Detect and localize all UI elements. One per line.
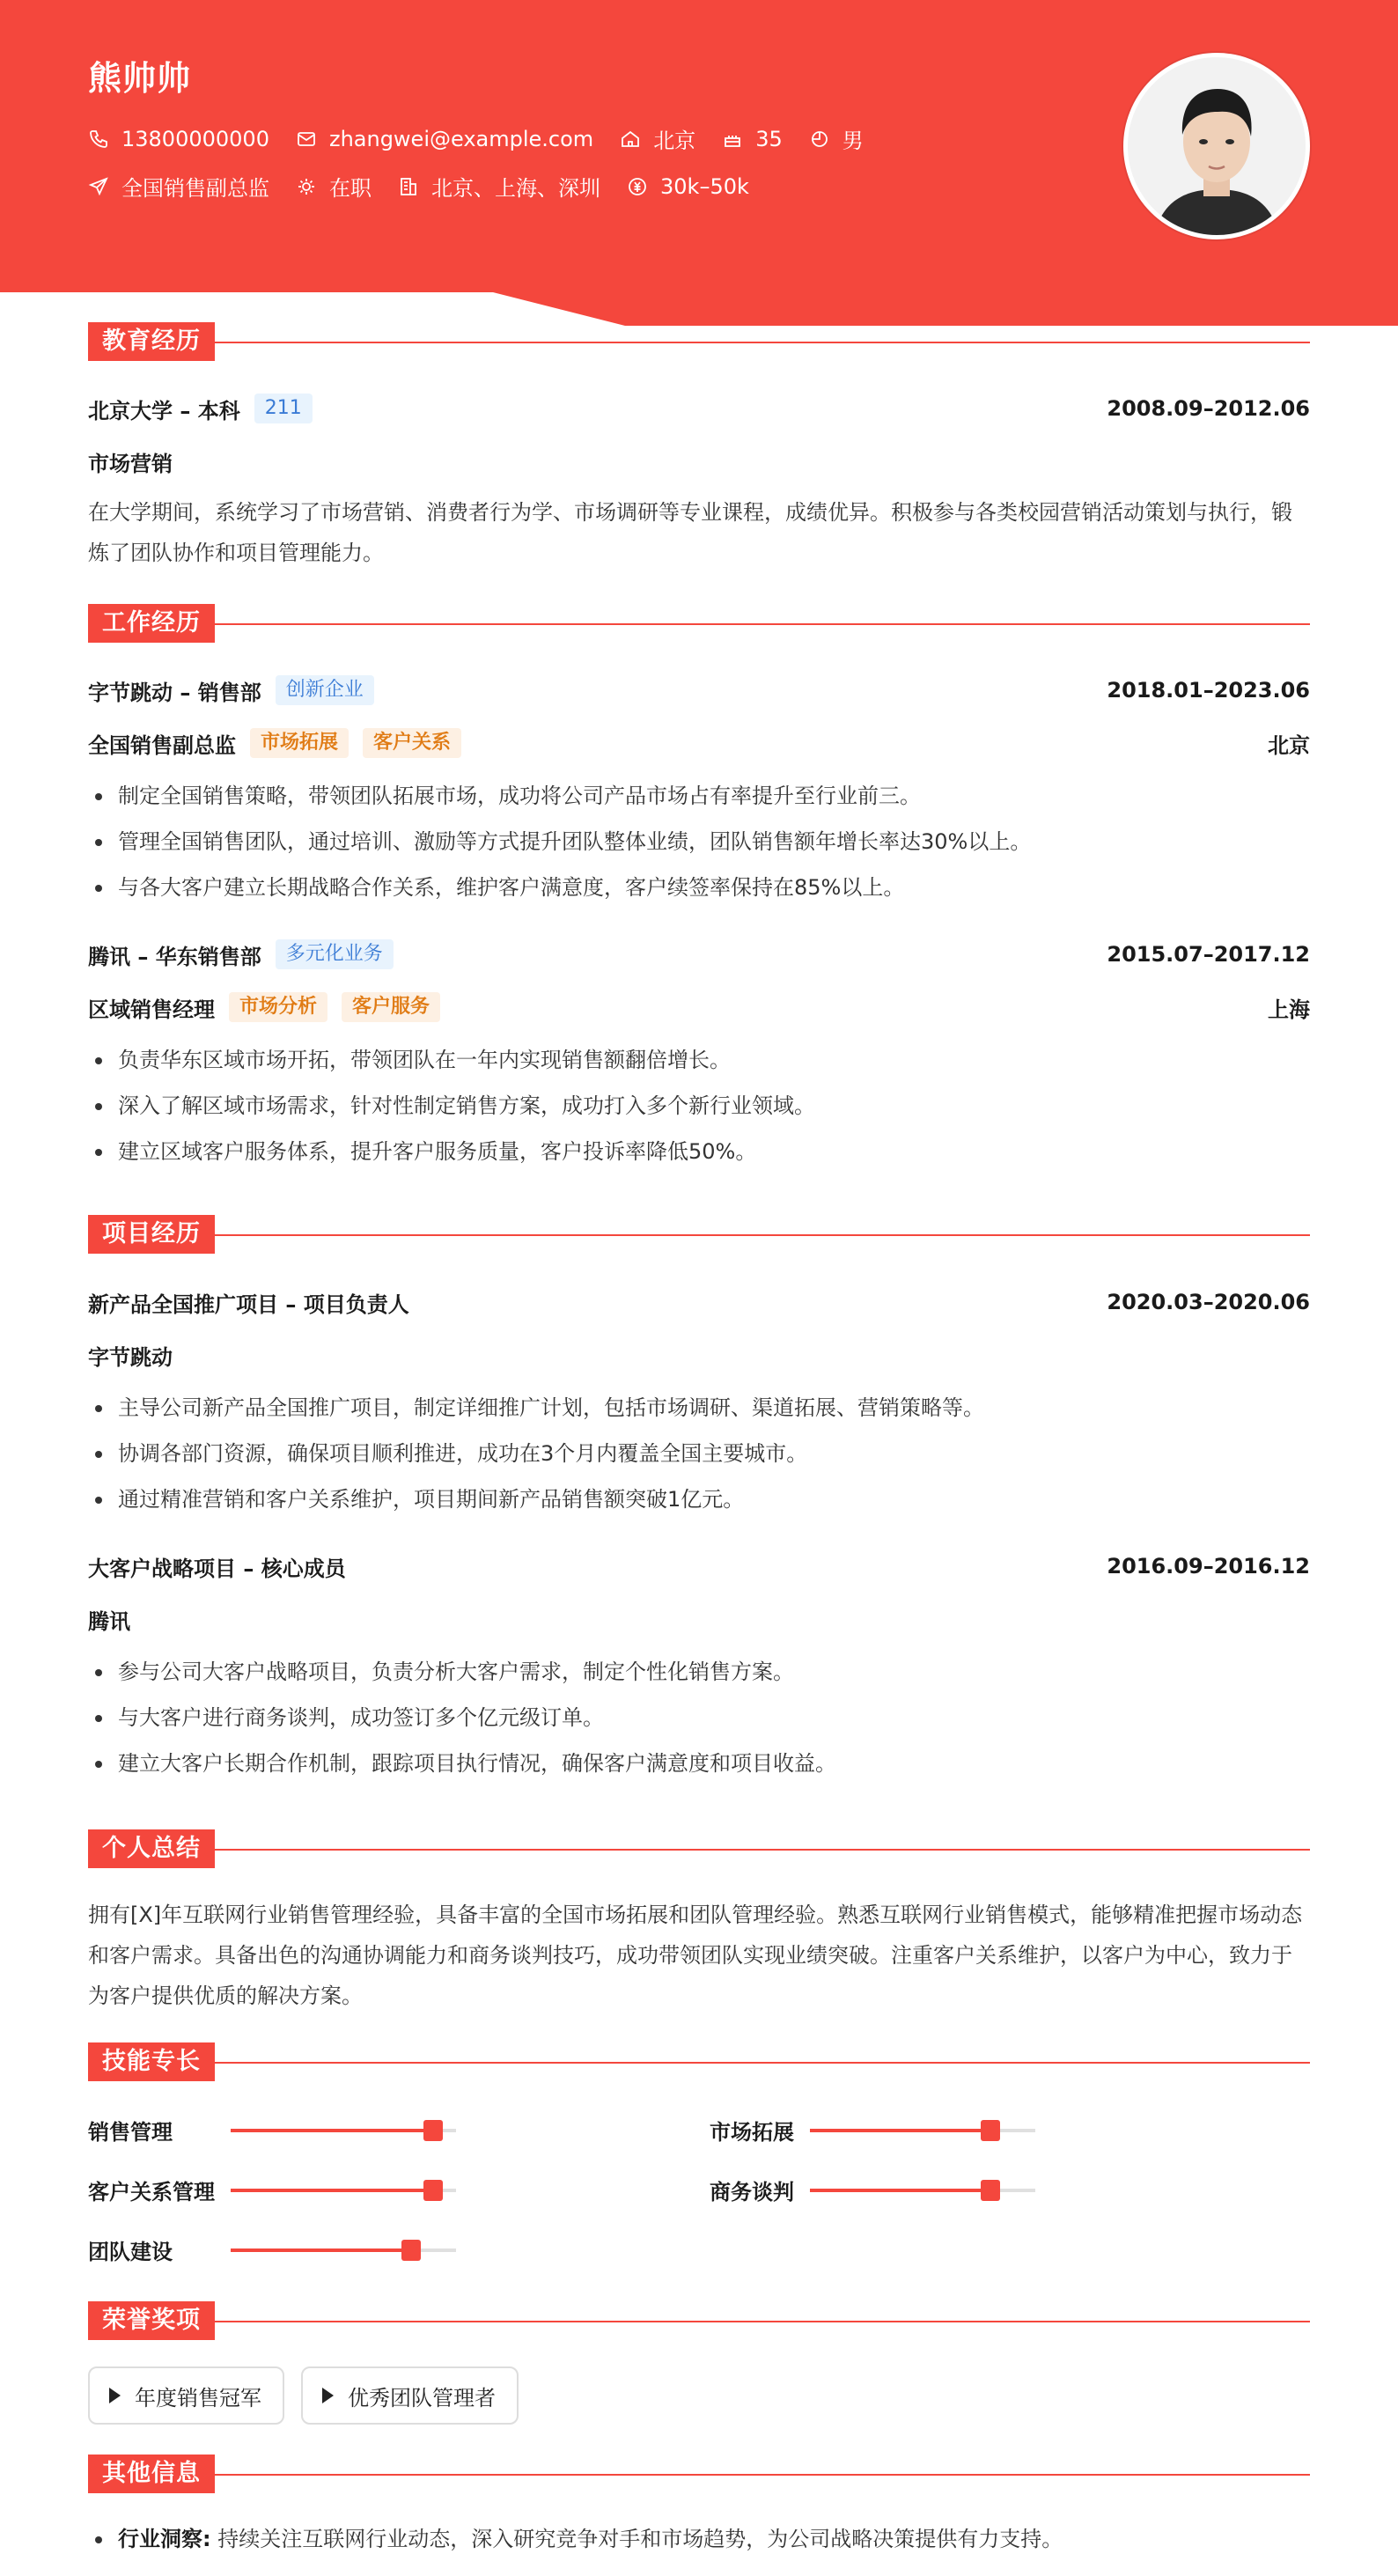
work-title-row [88, 725, 1310, 761]
mail-icon [296, 129, 317, 150]
project-org-row [88, 1601, 1310, 1637]
triangle-icon [322, 2388, 334, 2403]
project-name: 新产品全国推广项目 – 项目负责人 [88, 1292, 409, 1317]
contact-row [88, 123, 890, 154]
skill-item [710, 2175, 1035, 2205]
education-description: 在大学期间，系统学习了市场营销、消费者行为学、市场调研等专业课程，成绩优异。积极参与各类校园营销活动策划与执行，锻炼了团队协作和项目管理能力。 [88, 500, 1292, 565]
skill-name: 销售管理 [88, 2120, 173, 2145]
list-item: 负责华东区域市场开拓，带领团队在一年内实现销售额翻倍增长。 [88, 1037, 1310, 1083]
project-org: 腾讯 [88, 1608, 130, 1634]
section-title: 项目经历 [88, 1215, 215, 1254]
award-label: 年度销售冠军 [135, 2385, 261, 2410]
project-date: 2020.03–2020.06 [1107, 1290, 1310, 1314]
project-header-row [88, 1549, 1310, 1584]
job-title: 区域销售经理 [88, 997, 215, 1022]
skill-tag: 客户服务 [342, 992, 440, 1022]
section-title: 个人总结 [88, 1829, 215, 1868]
intention-row [88, 171, 776, 202]
job-target-info [88, 171, 269, 202]
work-location: 北京 [1268, 732, 1310, 758]
skill-item [88, 2115, 456, 2145]
list-item: 建立区域客户服务体系，提升客户服务质量，客户投诉率降低50%。 [88, 1129, 1310, 1174]
education-date: 2008.09–2012.06 [1107, 396, 1310, 421]
section-honors [88, 2301, 1310, 2340]
list-item: 协调各部门资源，确保项目顺利推进，成功在3个月内覆盖全国主要城市。 [88, 1431, 1310, 1476]
project-org: 字节跳动 [88, 1344, 173, 1370]
triangle-icon [109, 2388, 121, 2403]
skill-fill [810, 2129, 990, 2132]
status-icon [296, 176, 317, 197]
section-other [88, 2455, 1310, 2493]
skill-name: 市场拓展 [710, 2120, 794, 2145]
home-icon [620, 129, 641, 150]
salary-info [627, 174, 749, 199]
money-icon [627, 176, 648, 197]
award-badge [88, 2366, 284, 2425]
skill-knob [981, 2180, 1000, 2201]
project-name: 大客户战略项目 – 核心成员 [88, 1556, 346, 1581]
age-info [722, 127, 783, 151]
age-text: 35 [755, 126, 783, 151]
list-item: 与大客户进行商务谈判，成功签订多个亿元级订单。 [88, 1695, 1310, 1741]
skill-item [88, 2234, 456, 2265]
target-cities-info [398, 171, 600, 202]
skill-name: 商务谈判 [710, 2180, 794, 2204]
list-item: 管理全国销售团队，通过培训、激励等方式提升团队整体业绩，团队销售额年增长率达30%以上。 [88, 819, 1310, 865]
list-item: 通过精准营销和客户关系维护，项目期间新产品销售额突破1亿元。 [88, 1476, 1310, 1522]
section-divider [88, 342, 1310, 343]
major-row [88, 444, 1310, 479]
section-skills [88, 2042, 1310, 2081]
project-date: 2016.09–2016.12 [1107, 1554, 1310, 1579]
list-item: 制定全国销售策略，带领团队拓展市场，成功将公司产品市场占有率提升至行业前三。 [88, 773, 1310, 819]
skill-knob [423, 2180, 443, 2201]
section-divider [88, 1234, 1310, 1236]
other-text: 持续关注互联网行业动态，深入研究竞争对手和市场趋势，为公司战略决策提供有力支持。 [217, 2527, 1063, 2551]
summary-text: 拥有[X]年互联网行业销售管理经验，具备丰富的全国市场拓展和团队管理经验。熟悉互联网行业销售模式，能够精准把握市场动态和客户需求。具备出色的沟通协调能力和商务谈判技巧，成功带领团队实现业绩突破。注重客户关系维护，以客户为中心，致力于为客户提供优质的解决方案。 [88, 1903, 1303, 2008]
section-title: 工作经历 [88, 604, 215, 643]
candidate-name: 熊帅帅 [88, 59, 192, 98]
project-header-row [88, 1284, 1310, 1320]
avatar-portrait [1128, 57, 1306, 235]
avatar [1123, 53, 1310, 239]
city-info [620, 123, 695, 154]
company-name: 腾讯 – 华东销售部 [88, 944, 261, 969]
skill-name: 客户关系管理 [88, 2180, 215, 2204]
project-bullets [88, 1649, 1310, 1786]
skill-track [231, 2189, 456, 2192]
skill-track [810, 2189, 1035, 2192]
skill-fill [231, 2248, 411, 2252]
work-bullets [88, 773, 1310, 910]
phone-text: 13800000000 [121, 126, 269, 151]
building-icon [398, 176, 419, 197]
salary-text: 30k–50k [660, 173, 749, 199]
skill-item [710, 2115, 1035, 2145]
skill-knob [981, 2120, 1000, 2141]
major-name: 市场营销 [88, 451, 173, 476]
resume-header [0, 0, 1398, 326]
school-tag: 211 [254, 394, 313, 423]
skill-tag: 市场分析 [229, 992, 327, 1022]
section-title: 其他信息 [88, 2455, 215, 2493]
award-label: 优秀团队管理者 [348, 2385, 496, 2410]
list-item: 参与公司大客户战略项目，负责分析大客户需求，制定个性化销售方案。 [88, 1649, 1310, 1695]
skill-track [810, 2129, 1035, 2132]
skill-tag: 客户关系 [363, 728, 461, 758]
section-title: 教育经历 [88, 322, 215, 361]
skill-item [88, 2175, 456, 2205]
phone-icon [88, 129, 109, 150]
company-name: 字节跳动 – 销售部 [88, 680, 261, 705]
work-title-row [88, 990, 1310, 1025]
section-projects [88, 1215, 1310, 1254]
section-divider [88, 2321, 1310, 2322]
skill-tag: 市场拓展 [250, 728, 349, 758]
skill-knob [401, 2240, 421, 2261]
send-icon [88, 176, 109, 197]
target-cities-text: 北京、上海、深圳 [431, 176, 600, 201]
education-header-row [88, 391, 1310, 426]
skill-name: 团队建设 [88, 2240, 173, 2264]
job-title: 全国销售副总监 [88, 732, 236, 758]
other-info-item [88, 2516, 1310, 2562]
list-item: 与各大客户建立长期战略合作关系，维护客户满意度，客户续签率保持在85%以上。 [88, 865, 1310, 910]
cake-icon [722, 129, 743, 150]
skill-fill [231, 2129, 433, 2132]
company-tag: 多元化业务 [276, 939, 394, 969]
work-date: 2015.07–2017.12 [1107, 942, 1310, 967]
skill-fill [231, 2189, 433, 2192]
work-location: 上海 [1268, 997, 1310, 1022]
skill-fill [810, 2189, 990, 2192]
list-item: 主导公司新产品全国推广项目，制定详细推广计划，包括市场调研、渠道拓展、营销策略等。 [88, 1385, 1310, 1431]
other-label: 行业洞察: [118, 2527, 211, 2551]
section-divider [88, 1849, 1310, 1851]
school-name: 北京大学 – 本科 [88, 398, 240, 423]
status-text: 在职 [329, 176, 372, 201]
award-badge [301, 2366, 519, 2425]
work-date: 2018.01–2023.06 [1107, 678, 1310, 703]
section-work [88, 604, 1310, 643]
section-education [88, 322, 1310, 361]
section-title: 荣誉奖项 [88, 2301, 215, 2340]
email-info [296, 127, 593, 151]
job-target-text: 全国销售副总监 [121, 176, 269, 201]
section-divider [88, 2062, 1310, 2064]
gender-text: 男 [842, 129, 864, 153]
list-item: 建立大客户长期合作机制，跟踪项目执行情况，确保客户满意度和项目收益。 [88, 1741, 1310, 1786]
section-divider [88, 2474, 1310, 2476]
work-company-row [88, 937, 1310, 972]
section-summary [88, 1829, 1310, 1868]
section-title: 技能专长 [88, 2042, 215, 2081]
skill-knob [423, 2120, 443, 2141]
company-tag: 创新企业 [276, 675, 374, 705]
status-info [296, 171, 372, 202]
project-bullets [88, 1385, 1310, 1522]
gender-info [809, 123, 864, 154]
city-text: 北京 [653, 129, 696, 153]
section-divider [88, 623, 1310, 625]
email-text: zhangwei@example.com [328, 126, 594, 151]
gender-icon [809, 129, 830, 150]
phone-info [88, 127, 269, 151]
work-company-row [88, 673, 1310, 708]
skill-track [231, 2129, 456, 2132]
skill-track [231, 2248, 456, 2252]
list-item: 深入了解区域市场需求，针对性制定销售方案，成功打入多个新行业领域。 [88, 1083, 1310, 1129]
project-org-row [88, 1337, 1310, 1373]
work-bullets [88, 1037, 1310, 1174]
